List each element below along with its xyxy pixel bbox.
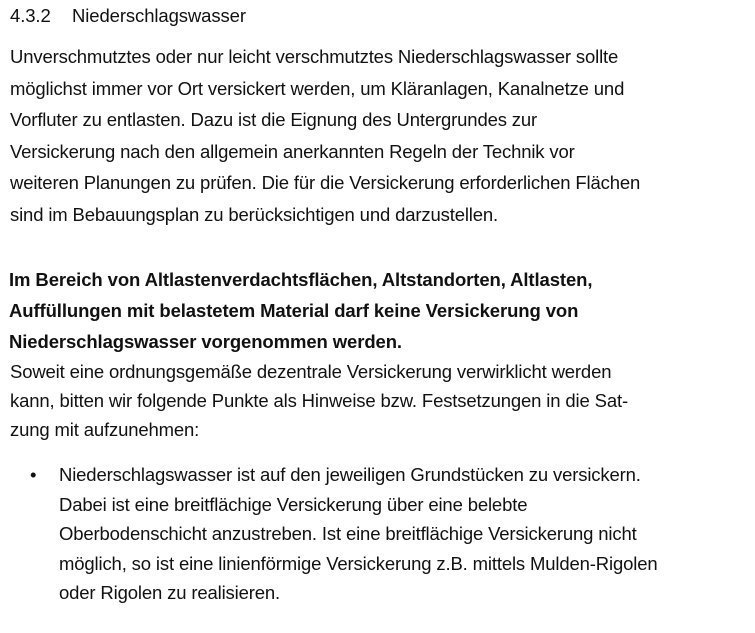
intro-line: Unverschmutztes oder nur leicht verschmutztes Niederschlagswasser sollte bbox=[10, 46, 619, 67]
intro-line: Vorfluter zu entlasten. Dazu ist die Eignung des Untergrundes zur bbox=[10, 109, 538, 130]
warning-paragraph bbox=[9, 264, 749, 357]
notice-line: kann, bitten wir folgende Punkte als Hinweise bzw. Festsetzungen in die Sat- bbox=[10, 390, 628, 411]
warning-line: Im Bereich von Altlastenverdachtsflächen, Altstandorten, Altlasten, bbox=[9, 269, 593, 290]
bullet-list bbox=[10, 460, 750, 608]
section-heading bbox=[10, 4, 750, 28]
bullet-line: Dabei ist eine breitflächige Versickerung über eine belebte bbox=[59, 493, 528, 515]
intro-paragraph bbox=[10, 41, 750, 230]
intro-line: weiteren Planungen zu prüfen. Die für die Versickerung erforderlichen Flächen bbox=[10, 172, 641, 193]
bullet-line: Oberbodenschicht anzustreben. Ist eine breitflächige Versickerung nicht bbox=[59, 523, 637, 544]
section-title: Niederschlagswasser bbox=[72, 5, 246, 26]
bullet-icon: • bbox=[30, 464, 37, 485]
list-item bbox=[10, 460, 750, 608]
bullet-line: möglich, so ist eine linienförmige Versickerung z.B. mittels Mulden-Rigolen bbox=[59, 552, 658, 574]
notice-paragraph bbox=[10, 357, 750, 444]
intro-line: möglichst immer vor Ort versickert werden, um Kläranlagen, Kanalnetze und bbox=[10, 77, 625, 99]
warning-line: Auffüllungen mit belastetem Material darf keine Versickerung von bbox=[9, 300, 579, 321]
document-page bbox=[10, 0, 750, 608]
notice-line: Soweit eine ordnungsgemäße dezentrale Versickerung verwirklicht werden bbox=[10, 361, 612, 382]
section-number: 4.3.2 bbox=[10, 5, 51, 26]
intro-line: sind im Bebauungsplan zu berücksichtigen und darzustellen. bbox=[10, 203, 499, 225]
bullet-line: oder Rigolen zu realisieren. bbox=[59, 582, 281, 603]
warning-line: Niederschlagswasser vorgenommen werden. bbox=[9, 331, 402, 352]
intro-line: Versickerung nach den allgemein anerkannten Regeln der Technik vor bbox=[10, 140, 575, 162]
bullet-line: Niederschlagswasser ist auf den jeweiligen Grundstücken zu versickern. bbox=[59, 464, 641, 485]
notice-line: zung mit aufzunehmen: bbox=[10, 419, 200, 440]
